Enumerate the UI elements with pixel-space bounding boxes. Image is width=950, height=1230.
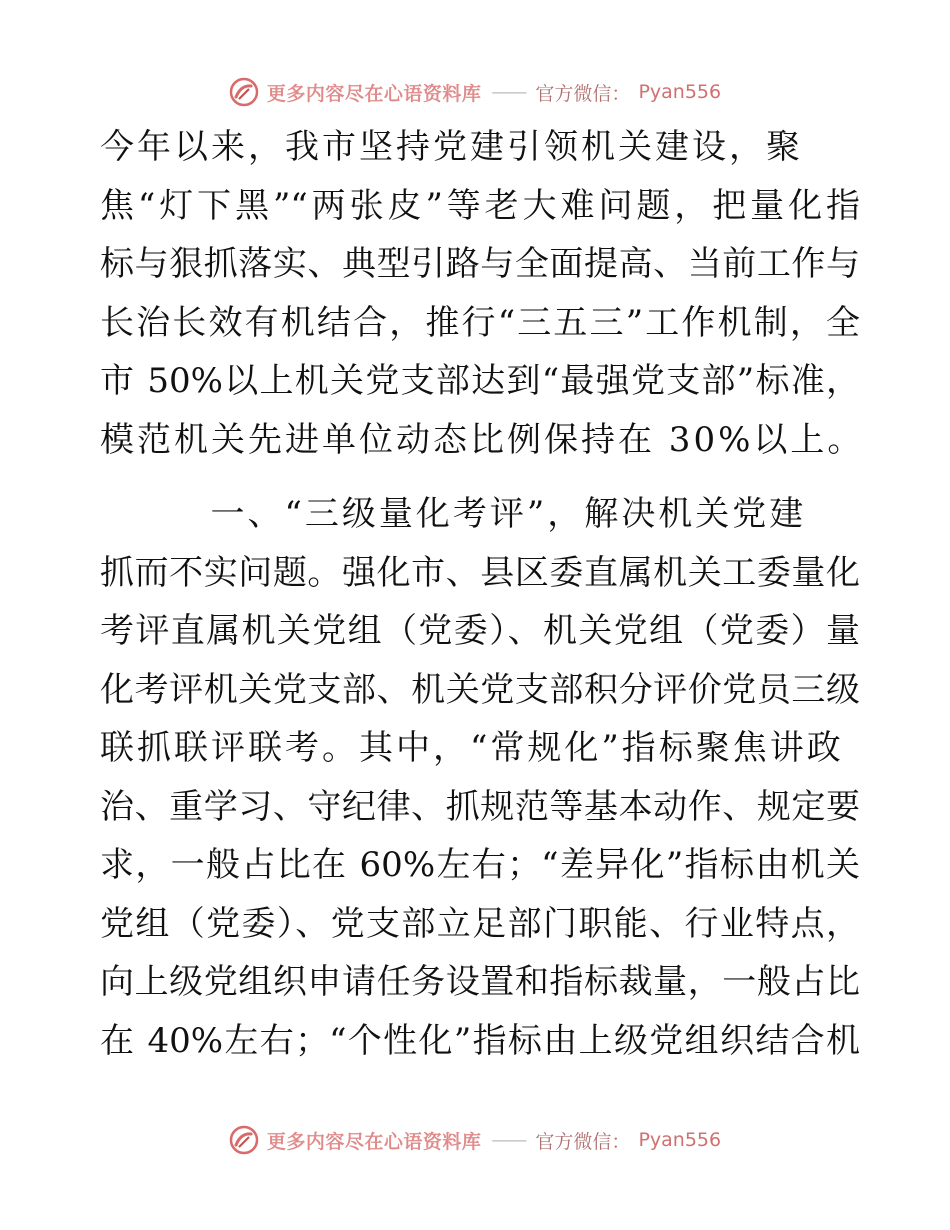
document-body	[100, 118, 865, 1070]
text-line: 抓而不实问题。强化市、县区委直属机关工委量化	[100, 552, 860, 593]
text-line: 今年以来，我市坚持党建引领机关建设，聚	[100, 127, 803, 167]
watermark-brand-text: 更多内容尽在心语资料库	[266, 82, 482, 105]
text-line: 模范机关先进单位动态比例保持在 30%以上。	[100, 419, 865, 460]
text-line: 联抓联评联考。其中，“常规化”指标聚焦讲政	[100, 728, 844, 768]
watermark-brand-text: 更多内容尽在心语资料库	[266, 1130, 482, 1153]
text-line: 治、重学习、守纪律、抓规范等基本动作、规定要	[100, 786, 860, 827]
brand-logo-icon	[229, 1125, 259, 1155]
watermark-dash: ——	[491, 81, 526, 103]
footer-watermark	[0, 1120, 950, 1160]
text-line: 焦“灯下黑”“两张皮”等老大难问题，把量化指	[100, 185, 860, 226]
text-line: 党组（党委）、党支部立足部门职能、行业特点，	[100, 903, 860, 944]
paragraph-intro	[100, 118, 865, 469]
section-heading-line: 一、“三级量化考评”，解决机关党建	[100, 494, 807, 534]
text-line: 向上级党组织申请任务设置和指标裁量，一般占比	[100, 962, 860, 1002]
watermark-wechat-id: Pyan556	[638, 81, 722, 103]
watermark-wechat-label: 官方微信：	[535, 1130, 631, 1153]
paragraph-section-one	[100, 485, 860, 1070]
paragraph-spacer	[100, 469, 860, 485]
text-line: 考评直属机关党组（党委）、机关党组（党委）量	[100, 611, 860, 651]
text-line: 求，一般占比在 60%左右；“差异化”指标由机关	[100, 845, 860, 885]
text-line: 标与狠抓落实、典型引路与全面提高、当前工作与	[100, 244, 860, 284]
text-line: 市 50%以上机关党支部达到“最强党支部”标准，	[100, 361, 860, 401]
brand-logo-icon	[229, 77, 259, 107]
text-line: 在 40%左右；“个性化”指标由上级党组织结合机	[100, 1020, 860, 1061]
text-line: 长治长效有机结合，推行“三五三”工作机制，全	[100, 302, 860, 343]
header-watermark	[0, 72, 950, 112]
text-line: 化考评机关党支部、机关党支部积分评价党员三级	[100, 669, 860, 710]
watermark-wechat-id: Pyan556	[638, 1129, 722, 1151]
watermark-dash: ——	[491, 1129, 526, 1151]
watermark-wechat-label: 官方微信：	[535, 82, 631, 105]
